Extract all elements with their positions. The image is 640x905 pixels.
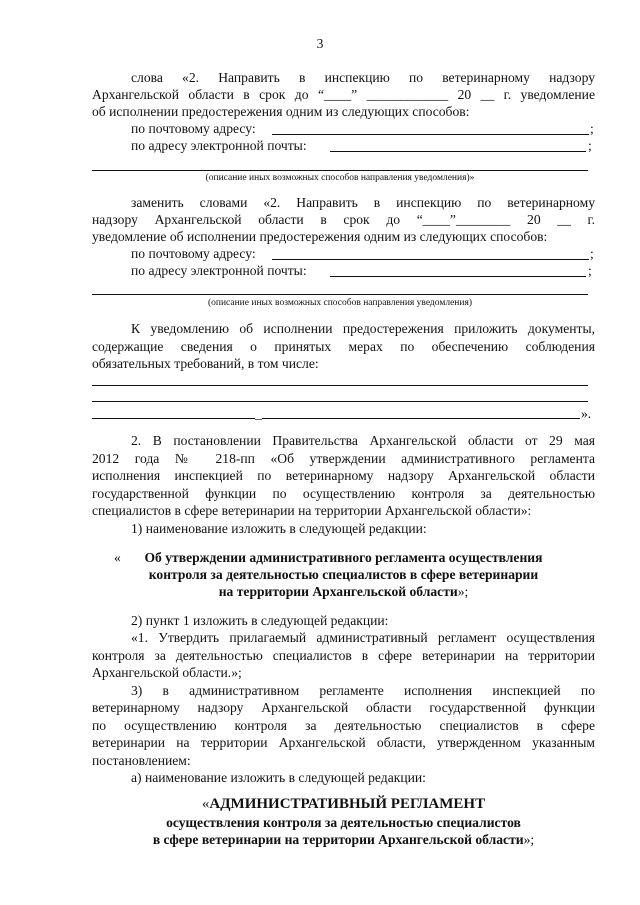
paragraph-line: заменить словами «2. Направить в инспекцию по ветеринарному (131, 195, 595, 210)
paragraph-line: ветеринарному надзору Архангельской области государственной функции (92, 700, 595, 715)
paragraph-line: Архангельской области в срок до “____” ____________ 20 __ г. уведомление (92, 87, 595, 102)
blank-caption: (описание иных возможных способов направления уведомления) (207, 298, 473, 308)
title-line-with-open (92, 796, 595, 813)
postal-address-label: по почтовому адресу: (131, 121, 256, 136)
paragraph-line: «1. Утвердить прилагаемый административный регламент осуществления (131, 630, 595, 645)
paragraph-line: слова «2. Направить в инспекцию по ветеринарному надзору (131, 70, 595, 85)
title-line-with-close (92, 831, 595, 848)
paragraph-line: государственной функции по осуществлению контроля за деятельностью (92, 486, 595, 501)
title-line-text: на территории Архангельской области (218, 584, 458, 599)
title-line-with-close (92, 583, 595, 600)
paragraph-line: содержащие сведения о принятых мерах по обеспечению соблюдения (92, 339, 595, 354)
paragraph-line: К уведомлению об исполнении предостережения приложить документы, (131, 321, 595, 336)
blank-separator: _ (255, 406, 262, 421)
email-address-label: по адресу электронной почты: (131, 263, 307, 278)
line-end-mark: ; (588, 263, 592, 278)
paragraph-line: надзору Архангельской области в срок до “____”________ 20 __ г. (92, 212, 595, 227)
email-address-label: по адресу электронной почты: (131, 138, 307, 153)
title-open-quote: « (201, 796, 210, 812)
postal-address-blank (272, 259, 589, 260)
line-end-mark: ; (588, 138, 592, 153)
paragraph-line: постановлением: (92, 753, 191, 768)
blank-caption: (описание иных возможных способов направления уведомления)» (205, 173, 475, 183)
postal-address-blank (272, 134, 589, 135)
documents-blank-1 (92, 385, 588, 386)
paragraph-line: об исполнении предостережения одним из следующих способов: (92, 104, 470, 119)
other-methods-blank (92, 294, 588, 295)
paragraph-line: а) наименование изложить в следующей редакции: (131, 770, 426, 785)
title-line-text: в сфере ветеринарии на территории Архангельской области (152, 832, 524, 847)
documents-blank-3a (92, 418, 255, 419)
title-line: Об утверждении административного регламента осуществления (144, 550, 543, 565)
paragraph-line: специалистов в сфере ветеринарии на территории Архангельской области»: (92, 503, 532, 518)
paragraph-line: 1) наименование изложить в следующей редакции: (131, 521, 427, 536)
title-close-quote: »; (523, 832, 535, 847)
paragraph-line: 3) в административном регламенте исполнения инспекцией по (131, 683, 595, 698)
line-end-mark: ». (581, 406, 592, 421)
page-number: 3 (316, 36, 324, 51)
title-line: контроля за деятельностью специалистов в сфере ветеринарии (148, 567, 539, 582)
paragraph-line: исполнения инспекцией по ветеринарному надзору Архангельской области (92, 468, 595, 483)
paragraph-line: уведомление об исполнении предостережения одним из следующих способов: (92, 229, 548, 244)
postal-address-label: по почтовому адресу: (131, 246, 256, 261)
documents-blank-3b (262, 418, 580, 419)
paragraph-line: обязательных требований, в том числе: (92, 356, 319, 371)
line-end-mark: ; (590, 246, 594, 261)
email-address-blank (330, 276, 586, 277)
title-line-text: АДМИНИСТРАТИВНЫЙ РЕГЛАМЕНТ (209, 796, 486, 812)
paragraph-line: контроля за деятельностью специалистов в сфере ветеринарии на территории (92, 648, 595, 663)
email-address-blank (330, 151, 586, 152)
other-methods-blank (92, 170, 588, 171)
paragraph-line: по осуществлению контроля за деятельностью специалистов в сфере (92, 718, 595, 733)
line-end-mark: ; (590, 121, 594, 136)
title-close-quote: »; (457, 584, 469, 599)
title-open-quote: « (114, 550, 121, 565)
paragraph-line: 2) пункт 1 изложить в следующей редакции: (131, 613, 389, 628)
paragraph-line: 2. В постановлении Правительства Архангельской области от 29 мая (131, 433, 595, 448)
paragraph-line: Архангельской области.»; (92, 665, 242, 680)
title-line: осуществления контроля за деятельностью специалистов (166, 815, 521, 830)
documents-blank-2 (92, 401, 588, 402)
paragraph-line: 2012 года № 218-пп «Об утверждении административного регламента (92, 451, 595, 466)
paragraph-line: ветеринарии на территории Архангельской области, утвержденном указанным (92, 735, 595, 750)
